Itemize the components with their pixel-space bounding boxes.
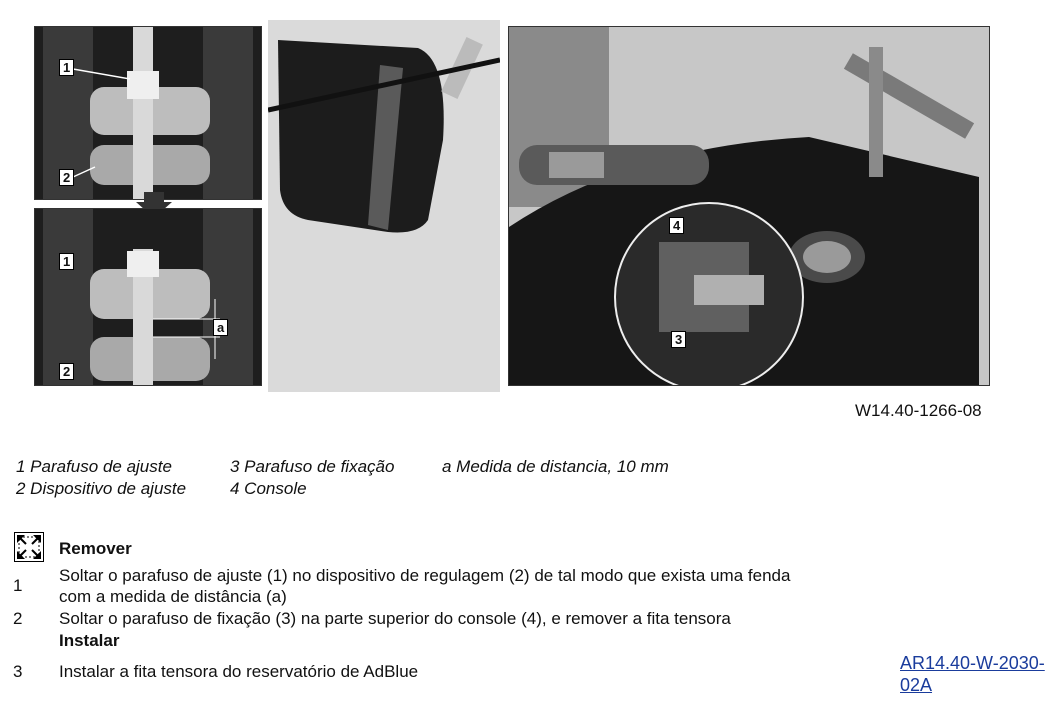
remove-heading: Remover [59, 539, 132, 558]
tank-overview-photo [268, 20, 500, 392]
tank-overview-drawing [268, 20, 500, 392]
detail-photo-before [34, 26, 262, 200]
label-2-bottom: 2 [59, 363, 74, 380]
step-number-1: 1 [13, 576, 23, 595]
label-1-top: 1 [59, 59, 74, 76]
legend-item-a: a Medida de distancia, 10 mm [442, 457, 669, 476]
label-3: 3 [671, 331, 686, 348]
step-number-3: 3 [13, 662, 23, 681]
legend-item-3: 3 Parafuso de fixação [230, 457, 395, 476]
label-1-bottom: 1 [59, 253, 74, 270]
label-a: a [213, 319, 228, 336]
legend-item-4: 4 Console [230, 479, 307, 498]
tank-detail-photo [508, 26, 990, 386]
install-heading: Instalar [59, 631, 120, 650]
label-2-top: 2 [59, 169, 74, 186]
legend-item-1: 1 Parafuso de ajuste [16, 457, 172, 476]
step-number-2: 2 [13, 609, 23, 628]
adjuster-after-drawing [35, 209, 261, 385]
step-1-text-line1: Soltar o parafuso de ajuste (1) no dispositivo de regulagem (2) de tal modo que exista uma fenda [59, 566, 791, 585]
detail-photo-after [34, 208, 262, 386]
step-1-text-line2: com a medida de distância (a) [59, 587, 287, 606]
reference-link-line2[interactable]: 02A [900, 675, 933, 695]
step-3-text: Instalar a fita tensora do reservatório de AdBlue [59, 662, 419, 681]
expand-arrows-icon [14, 532, 44, 562]
technical-illustration [26, 20, 996, 398]
label-4: 4 [669, 217, 684, 234]
reference-link[interactable] [900, 652, 1045, 696]
legend-item-2: 2 Dispositivo de ajuste [16, 479, 187, 498]
step-2-text: Soltar o parafuso de fixação (3) na parte superior do console (4), e remover a fita tensora [59, 609, 731, 628]
tank-detail-drawing [509, 27, 989, 385]
figure-id: W14.40-1266-08 [855, 401, 982, 420]
reference-link-line1[interactable]: AR14.40-W-2030- [900, 653, 1045, 673]
